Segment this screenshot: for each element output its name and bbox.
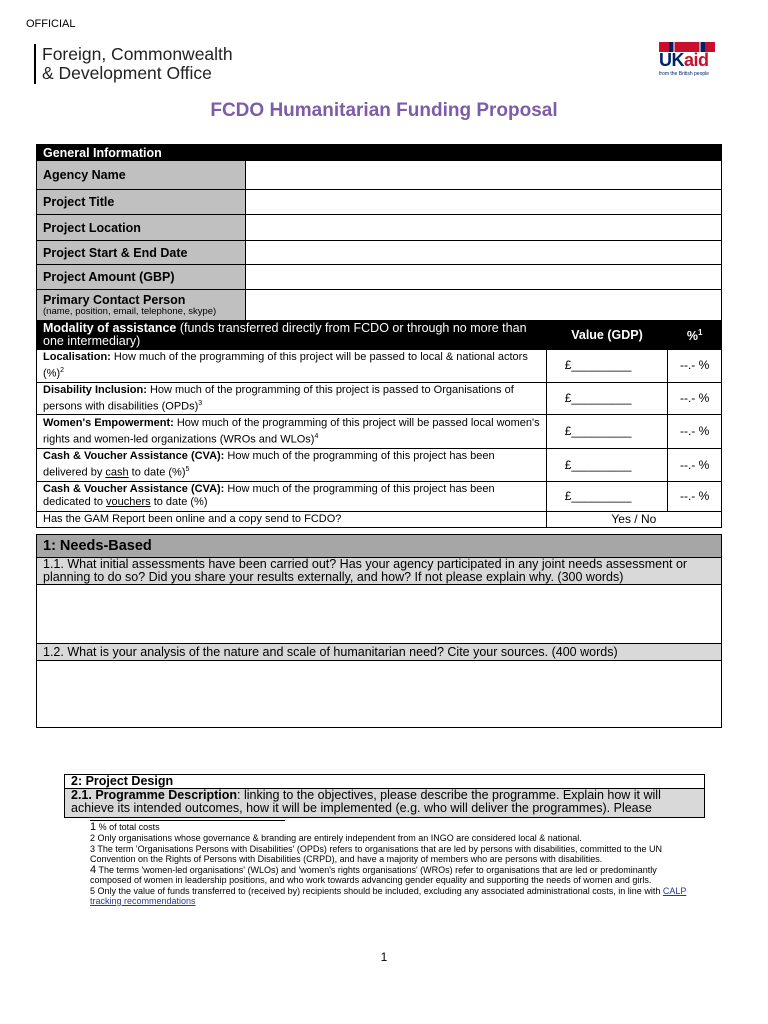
question-1-2: 1.2. What is your analysis of the nature and scale of humanitarian need? Cite your sources. (400 words) [37, 644, 722, 661]
project-dates-field[interactable] [246, 241, 722, 265]
footnote-ref-2: 2 [60, 367, 65, 374]
project-location-field[interactable] [246, 215, 722, 241]
department-line-1: Foreign, Commonwealth [42, 44, 233, 64]
gam-report-question: Has the GAM Report been online and a copy send to FCDO? [37, 511, 547, 527]
modality-table [36, 320, 722, 528]
footnote-4 [90, 865, 690, 885]
womens-empowerment-text: How much of the programming of this project will be passed local women's rights and women-led organizations (WROs and WLOs) [43, 416, 540, 446]
general-information-header: General Information [37, 145, 722, 161]
footnote-3-text: The term 'Organisations Persons with Disabilities' (OPDs) refers to organisations that are led by persons with disabilities, committed to the UN Convention on the Rights of Persons with Disabilities (CRPD), and have a majority of members who are persons with disabilities. [90, 844, 663, 864]
footnote-1-text: % of total costs [96, 822, 160, 832]
department-line-2: & Development Office [42, 63, 212, 83]
cva-voucher-label: Cash & Voucher Assistance (CVA): [43, 483, 225, 496]
footnote-2-number: 2 [90, 833, 96, 843]
disability-inclusion-value-field[interactable]: £_________ [546, 382, 668, 415]
footnote-1 [90, 822, 690, 832]
primary-contact-field[interactable] [246, 290, 722, 321]
page-number: 1 [380, 950, 388, 964]
disability-inclusion-question [37, 382, 547, 415]
localisation-label: Localisation: [43, 351, 111, 363]
disability-inclusion-text: How much of the programming of this project is passed to Organisations of persons with disabilities (OPDs) [43, 383, 514, 413]
department-name [42, 45, 233, 83]
cva-voucher-question [37, 481, 547, 511]
cva-voucher-keyword: vouchers [106, 496, 151, 509]
agency-name-label: Agency Name [37, 161, 246, 190]
question-2-1-title: 2.1. Programme Description [71, 788, 238, 802]
footnote-5 [90, 886, 690, 906]
footnote-3 [90, 844, 690, 864]
project-location-label: Project Location [37, 215, 246, 241]
footnote-separator [90, 820, 285, 821]
question-2-1-text: : linking to the objectives, please describe the programme. Explain how it will achieve its intended outcomes, how it will be implemented (e.g. who will deliver the programmes). Please [71, 788, 661, 815]
modality-header-bold: Modality of assistance [43, 321, 177, 335]
footnote-2 [90, 833, 690, 843]
footnote-3-number: 3 [90, 844, 96, 854]
cva-cash-text-a: How much of the programming of this project has been delivered by [43, 450, 495, 479]
footnote-2-text: Only organisations whose governance & branding are entirely independent from an INGO are considered local & national. [95, 833, 582, 843]
agency-name-field[interactable] [246, 161, 722, 190]
localisation-question [37, 350, 547, 383]
calp-tracking-link[interactable]: CALP tracking recommendations [90, 886, 687, 906]
disability-inclusion-percent-field[interactable]: --.- % [668, 382, 722, 415]
project-design-table [64, 774, 705, 818]
localisation-value-field[interactable]: £_________ [546, 350, 668, 383]
percent-symbol: % [686, 329, 698, 344]
footnote-4-text: The terms 'women-led organisations' (WLOs) and 'women's rights organisations' (WROs) refer to organisations that are led or predominantly composed of women in leadership positions, and who work towards advancing gender equality and supporting the needs of women and girls. [90, 865, 657, 885]
primary-contact-label [37, 290, 246, 321]
page-title: FCDO Humanitarian Funding Proposal [210, 100, 558, 121]
footnote-1-number: 1 [90, 821, 97, 833]
answer-1-1-field[interactable] [37, 585, 722, 644]
answer-1-2-field[interactable] [37, 661, 722, 728]
modality-header [37, 321, 547, 350]
cva-cash-label: Cash & Voucher Assistance (CVA): [43, 450, 225, 463]
footnotes [90, 822, 690, 907]
ukaid-logo [657, 42, 717, 80]
crest-divider [34, 44, 36, 84]
localisation-percent-field[interactable]: --.- % [668, 350, 722, 383]
womens-empowerment-percent-field[interactable]: --.- % [668, 415, 722, 449]
localisation-text: How much of the programming of this project will be passed to local & national actors (%) [43, 351, 528, 380]
question-2-1 [65, 789, 705, 818]
cva-voucher-text-a: How much of the programming of this project has been dedicated to [43, 483, 495, 509]
needs-based-table [36, 534, 722, 728]
cva-voucher-percent-field[interactable]: --.- % [668, 481, 722, 511]
gam-report-answer[interactable]: Yes / No [546, 511, 721, 527]
cva-voucher-text-b: to date (%) [150, 496, 208, 509]
logo-aid: aid [684, 50, 709, 70]
womens-empowerment-value-field[interactable]: £_________ [546, 415, 668, 449]
project-dates-label: Project Start & End Date [37, 241, 246, 265]
general-information-table [36, 144, 722, 321]
percent-footnote-ref: 1 [697, 328, 703, 338]
footnote-5-number: 5 [90, 886, 96, 896]
modality-header-text: (funds transferred directly from FCDO or through no more than one intermediary) [43, 321, 527, 348]
cva-voucher-value-field[interactable]: £_________ [546, 481, 668, 511]
classification-label: OFFICIAL [26, 18, 76, 30]
disability-inclusion-label: Disability Inclusion: [43, 383, 147, 396]
womens-empowerment-label: Women's Empowerment: [43, 416, 174, 429]
primary-contact-hint: (name, position, email, telephone, skype) [43, 306, 217, 317]
logo-uk: UK [659, 50, 684, 70]
footnote-5-text: Only the value of funds transferred to (received by) recipients should be included, excluding any associated administrational costs, in line with [95, 886, 663, 896]
footnote-ref-3: 3 [198, 399, 203, 407]
womens-empowerment-question [37, 415, 547, 449]
ukaid-tagline: from the British people [659, 71, 710, 77]
needs-based-header: 1: Needs-Based [37, 535, 722, 558]
cva-cash-keyword: cash [105, 466, 129, 479]
ukaid-wordmark [659, 50, 709, 71]
percent-column-header [668, 321, 722, 350]
cva-cash-percent-field[interactable]: --.- % [668, 449, 722, 482]
value-column-header: Value (GDP) [546, 321, 668, 350]
cva-cash-text-b: to date (%) [128, 466, 186, 479]
project-amount-label: Project Amount (GBP) [37, 265, 246, 290]
primary-contact-title: Primary Contact Person [43, 293, 186, 307]
cva-cash-question [37, 449, 547, 482]
footnote-ref-4: 4 [314, 432, 319, 440]
footnote-ref-5: 5 [185, 466, 190, 474]
project-design-header: 2: Project Design [65, 775, 705, 789]
cva-cash-value-field[interactable]: £_________ [546, 449, 668, 482]
question-1-1: 1.1. What initial assessments have been carried out? Has your agency participated in any joint needs assessment or planning to do so? Did you share your results externally, and how? If not please explain why. (300 words) [37, 558, 722, 585]
project-title-label: Project Title [37, 190, 246, 215]
project-title-field[interactable] [246, 190, 722, 215]
project-amount-field[interactable] [246, 265, 722, 290]
footnote-4-number: 4 [90, 864, 97, 876]
